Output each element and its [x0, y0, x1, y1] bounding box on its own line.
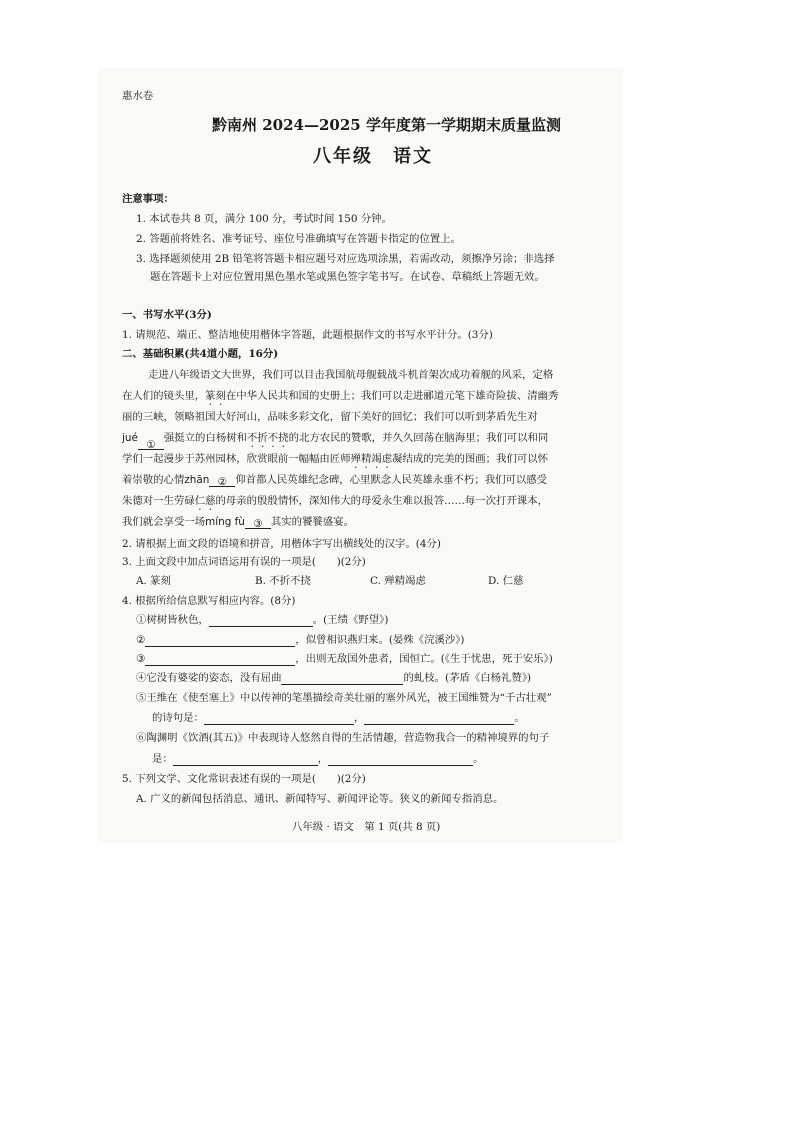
passage-line: 丽的三峡，领略祖国大好河山，品味多彩文化，留下美好的回忆；我们可以听到茅盾先生对: [122, 411, 538, 423]
option-b[interactable]: B. 不折不挠: [255, 575, 311, 587]
pinyin: míng fù: [205, 516, 245, 528]
recite-blank[interactable]: [145, 654, 295, 666]
pinyin: jué: [122, 432, 138, 444]
recite-item-2: ② ，似曾相识燕归来。(晏殊《浣溪沙》): [136, 634, 465, 646]
option-a[interactable]: A. 篆刻: [136, 575, 171, 587]
dotted-word: 不折不挠: [247, 432, 289, 444]
dotted-word: 殚精竭虑: [350, 453, 393, 465]
recite-item-5-answer: 的诗句是： ， 。: [152, 712, 525, 724]
option-c[interactable]: C. 殚精竭虑: [370, 575, 426, 587]
note-item: 题在答题卡上对应位置用黑色墨水笔或黑色签字笔书写。在试卷、草稿纸上答题无效。: [150, 271, 545, 283]
pinyin: zhān: [184, 474, 210, 486]
passage-line: 走进八年级语文大世界，我们可以目击我国航母舰载战斗机首架次成功着舰的风采，定格: [148, 369, 554, 381]
passage-line: jué①强挺立的白杨树和不折不挠的北方农民的赞歌，并久久回荡在脑海里；我们可以和同: [122, 432, 549, 451]
page-footer: 八年级 · 语文 第 1 页(共 8 页): [292, 821, 441, 833]
recite-blank[interactable]: [364, 713, 514, 725]
question-4: 4. 根据所给信息默写相应内容。(8分): [122, 595, 296, 607]
recite-item-5: ⑤王维在《使至塞上》中以传神的笔墨描绘奇美壮丽的塞外风光，被王国维赞为“千古壮观”: [136, 692, 552, 704]
exam-subtitle: 八年级 语文: [313, 146, 433, 167]
recite-item-6-answer: 是： ， 。: [152, 753, 484, 765]
answer-blank-2[interactable]: ②: [209, 475, 235, 487]
recite-blank[interactable]: [328, 754, 473, 766]
recite-item-6: ⑥陶渊明《饮酒(其五)》中表现诗人悠然自得的生活情趣，营造物我合一的精神境界的句子: [136, 732, 550, 744]
question-2: 2. 请根据上面文段的语境和拼音，用楷体字写出横线处的汉字。(4分): [122, 538, 441, 550]
recite-blank[interactable]: [145, 635, 295, 647]
recite-item-3: ③ ，出则无敌国外患者，国恒亡。(《生于忧患，死于安乐》): [136, 653, 553, 665]
passage-line: 学们一起漫步于苏州园林，欣赏眼前一幅幅由匠师殚精竭虑凝结成的完美的图画；我们可以怀: [122, 453, 549, 465]
question-1: 1. 请规范、端正、整洁地使用楷体字答题，此题根据作文的书写水平计分。(3分): [122, 329, 493, 341]
passage-line: 朱德对一生劳碌仁慈的母亲的殷殷情怀，深知伟大的母爱永生难以报答……每一次打开课本，: [122, 495, 549, 507]
dotted-word: 仁慈: [194, 495, 216, 507]
section1-heading: 一、书写水平(3分): [122, 309, 212, 321]
option-d[interactable]: D. 仁慈: [488, 575, 524, 587]
answer-blank-1[interactable]: ①: [138, 438, 164, 450]
note-item: 2. 答题前将姓名、准考证号、座位号准确填写在答题卡指定的位置上。: [136, 233, 461, 245]
recite-item-1: ①树树皆秋色， 。(王绩《野望》): [136, 614, 389, 626]
dotted-word: 篆刻: [205, 390, 226, 402]
passage-line: 在人们的镜头里，篆刻在中华人民共和国的史册上；我们可以走进郦道元笔下雄奇险拔、清幽秀: [122, 390, 559, 402]
section2-heading: 二、基础积累(共4道小题，16分): [122, 348, 279, 360]
note-item: 3. 选择题须使用 2B 铅笔将答题卡相应题号对应选项涂黑，若需改动，须擦净另涂；非选择: [136, 253, 555, 265]
recite-blank[interactable]: [173, 754, 318, 766]
passage-line: 我们就会享受一场míng fù ③ 其实的饕餮盛宴。: [122, 516, 354, 530]
passage-line: 着崇敬的心情zhān ② 仰首都人民英雄纪念碑，心里默念人民英雄永垂不朽；我们可以感受: [122, 474, 548, 488]
answer-blank-3[interactable]: ③: [245, 517, 271, 529]
paper-label: 惠水卷: [122, 90, 154, 102]
exam-title: 黔南州 2024—2025 学年度第一学期期末质量监测: [212, 116, 561, 134]
note-item: 1. 本试卷共 8 页，满分 100 分，考试时间 150 分钟。: [136, 213, 392, 225]
recite-blank[interactable]: [281, 673, 403, 685]
recite-item-4: ④它没有婆娑的姿态，没有屈曲 的虬枝。(茅盾《白杨礼赞》): [136, 672, 532, 684]
question-5: 5. 下列文学、文化常识表述有误的一项是( )(2分): [122, 773, 366, 785]
recite-blank[interactable]: [204, 713, 354, 725]
recite-blank[interactable]: [209, 615, 313, 627]
q5-option-a[interactable]: A. 广义的新闻包括消息、通讯、新闻特写、新闻评论等。狭义的新闻专指消息。: [136, 793, 504, 805]
notes-heading: 注意事项：: [122, 193, 174, 205]
question-3: 3. 上面文段中加点词语运用有误的一项是( )(2分): [122, 556, 366, 568]
